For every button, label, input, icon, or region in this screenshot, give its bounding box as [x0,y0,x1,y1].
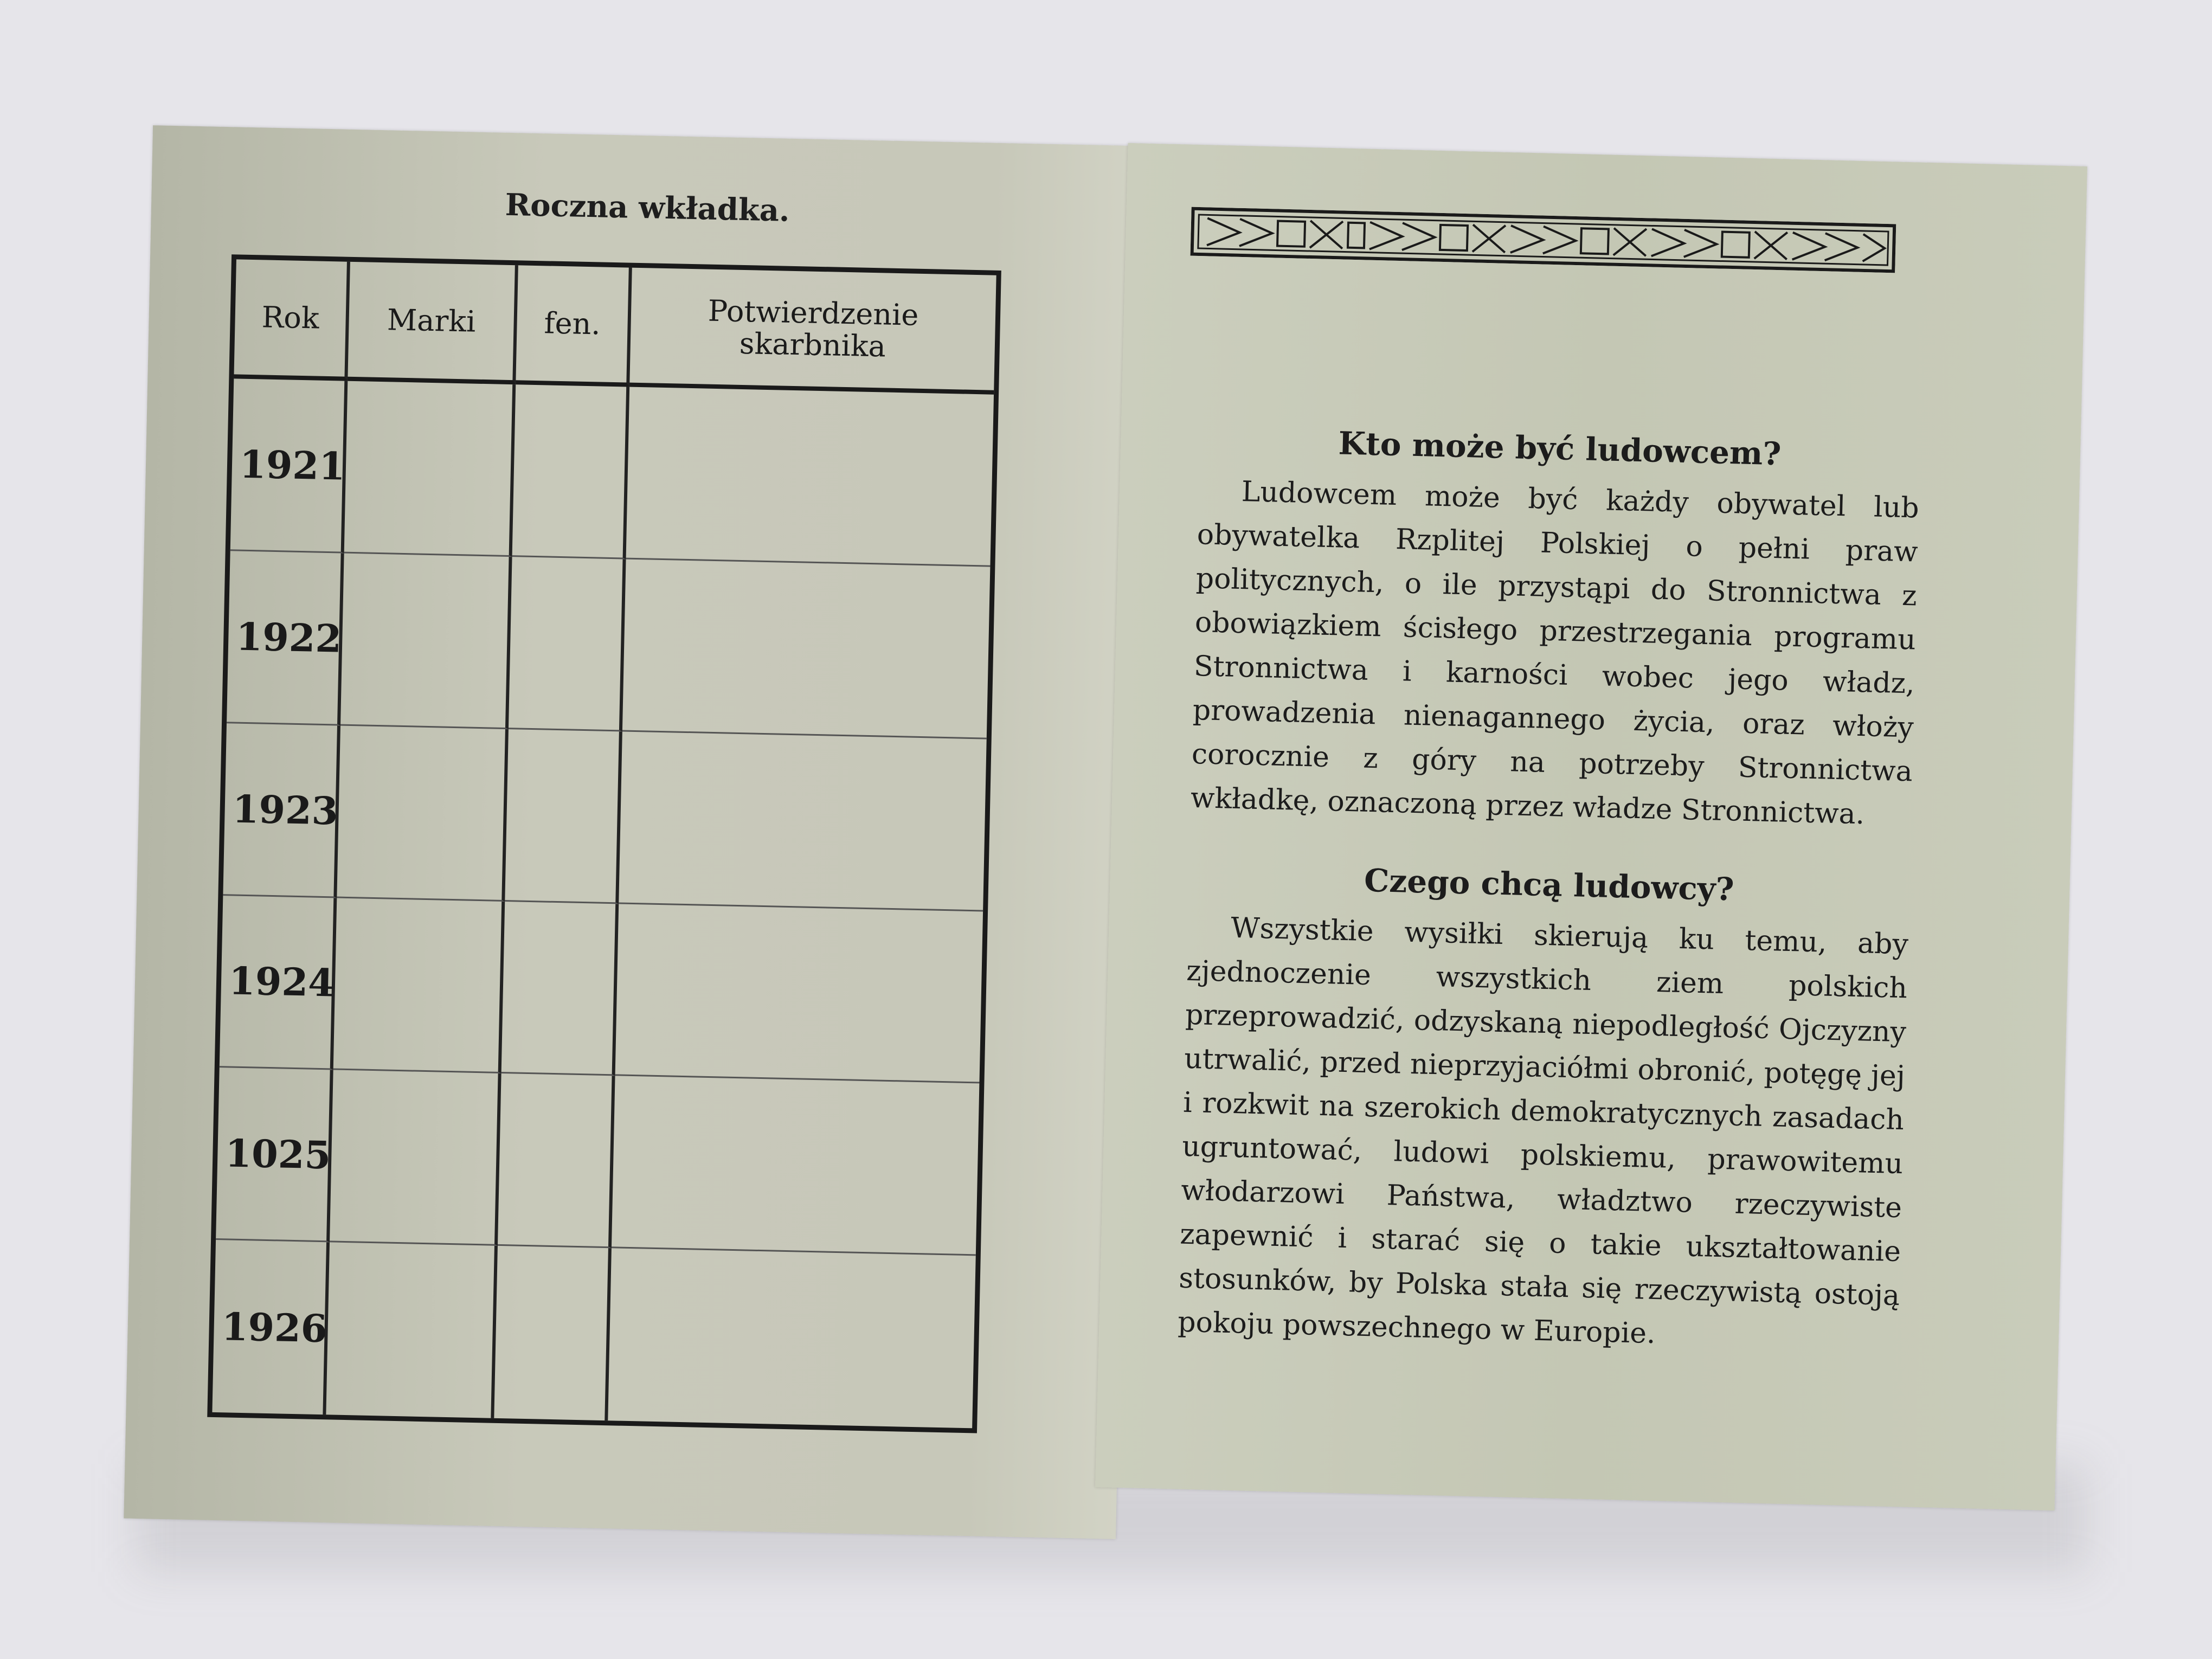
fen-cell [505,729,622,904]
year-1924: 1924 [220,896,337,1070]
section-goals [1177,858,1910,1362]
contribution-table [207,254,1001,1433]
fen-cell [501,902,619,1076]
header-fen: fen. [516,265,632,387]
section1-heading: Kto może być ludowcem? [1338,425,1782,473]
fen-cell [509,557,626,731]
confirmation-cell [612,1076,980,1256]
fen-cell [498,1073,615,1248]
marki-cell [340,554,512,729]
confirmation-cell [619,731,987,911]
year-1025: 1025 [216,1068,333,1242]
year-1926: 1926 [212,1240,330,1414]
fen-cell [512,384,630,559]
left-page [124,125,1144,1539]
contribution-table-title: Roczna wkładka. [505,187,790,229]
header-marki: Marki [348,262,518,384]
year-1923: 1923 [223,723,340,898]
marki-cell [337,725,509,901]
marki-cell [326,1243,498,1418]
year-1921: 1921 [230,378,348,553]
confirmation-cell [608,1248,976,1428]
year-1922: 1922 [227,551,344,725]
confirmation-cell [626,387,994,567]
header-confirmation: Potwierdzenie skarbnika [629,268,996,395]
marki-cell [344,381,516,557]
section2-text: Wszystkie wysiłki skierują ku temu, aby zjednoczenie wszystkich ziem polskich przeprowadzić, odzyskaną niepodległość Ojczyzny utrwalić, przed nieprzyjaciółmi obronić, potęgę jej i rozkwit na szerokich demokratycznych zasadach ugruntować, ludowi polskiemu, prawowitemu włodarzowi Państwa, władztwo rzeczywiste zapewnić i starać się o takie ukształtowanie stosunków, by Polska stała się rzeczywistą ostoją pokoju powszechnego w Europie. [1177,911,1909,1351]
section1-text: Ludowcem może być każdy obywatel lub obywatelka Rzplitej Polskiej o pełni praw politycznych, o ile przystąpi do Stronnictwa z obowiązkiem ścisłego przestrzegania programu Stronnictwa i karności wobec jego władz, prowadzenia nienagannego życia, oraz włoży corocznie z góry na potrzeby Stronnictwa wkładkę, oznaczoną przez władze Stronnictwa. [1190,475,1920,831]
marki-cell [333,898,505,1073]
right-page [1095,143,2087,1511]
header-rok: Rok [234,259,350,381]
fen-cell [494,1246,612,1420]
section-who-can-be-member [1190,421,1921,838]
confirmation-cell [622,559,991,739]
confirmation-cell [615,904,983,1084]
decorative-border-ornament [1191,207,1896,273]
section2-heading: Czego chcą ludowcy? [1364,861,1735,908]
marki-cell [330,1070,501,1246]
